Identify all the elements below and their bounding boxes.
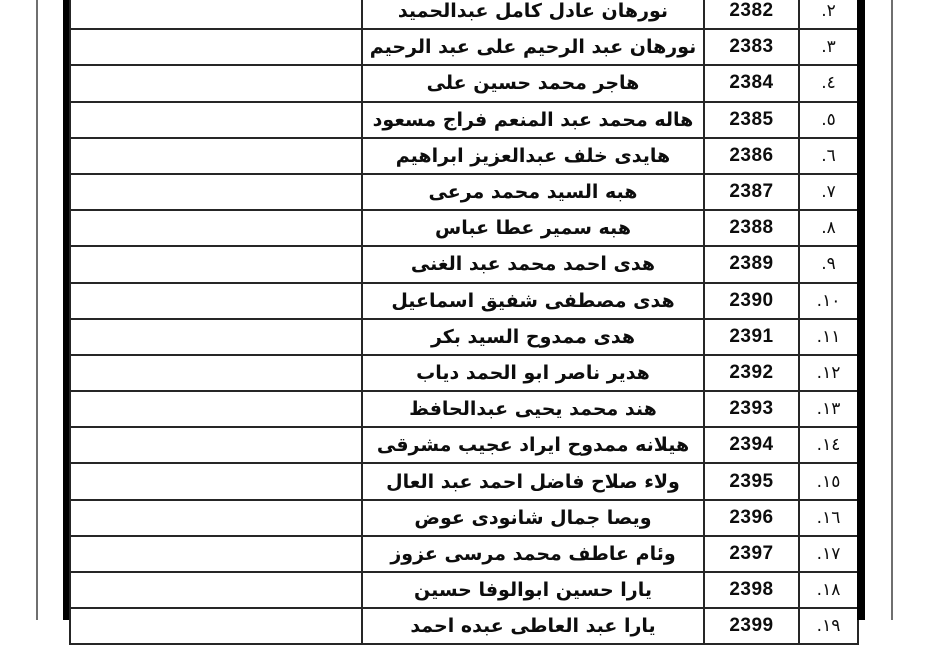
- serial-number-cell: .١٨: [799, 572, 858, 608]
- table-row: [70, 246, 858, 282]
- registration-number-cell: 2382: [704, 0, 799, 29]
- serial-number-cell: .٣: [799, 29, 858, 65]
- serial-number-cell: .٤: [799, 65, 858, 101]
- table-row: [70, 536, 858, 572]
- table-row: [70, 427, 858, 463]
- serial-number-cell: .٥: [799, 102, 858, 138]
- person-name-cell: هيلانه ممدوح ايراد عجيب مشرقى: [362, 427, 704, 463]
- registration-number-cell: 2397: [704, 536, 799, 572]
- empty-cell: [70, 355, 362, 391]
- table-row: [70, 319, 858, 355]
- person-name-cell: نورهان عبد الرحيم على عبد الرحيم: [362, 29, 704, 65]
- table-row: [70, 500, 858, 536]
- empty-cell: [70, 427, 362, 463]
- person-name-cell: هبه سمير عطا عباس: [362, 210, 704, 246]
- registration-number-cell: 2389: [704, 246, 799, 282]
- serial-number-cell: .١١: [799, 319, 858, 355]
- serial-number-cell: .١٧: [799, 536, 858, 572]
- person-name-cell: هدير ناصر ابو الحمد دياب: [362, 355, 704, 391]
- serial-number-cell: .١٦: [799, 500, 858, 536]
- table-row: [70, 355, 858, 391]
- table-row: [70, 572, 858, 608]
- person-name-cell: يارا عبد العاطى عبده احمد: [362, 608, 704, 644]
- person-name-cell: هدى احمد محمد عبد الغنى: [362, 246, 704, 282]
- table-row: [70, 29, 858, 65]
- person-name-cell: ويصا جمال شانودى عوض: [362, 500, 704, 536]
- empty-cell: [70, 0, 362, 29]
- serial-number-cell: .٦: [799, 138, 858, 174]
- roster-table-body: [70, 0, 858, 644]
- table-row: [70, 174, 858, 210]
- table-row: [70, 65, 858, 101]
- empty-cell: [70, 102, 362, 138]
- outer-border-line-right: [891, 0, 893, 620]
- empty-cell: [70, 391, 362, 427]
- registration-number-cell: 2391: [704, 319, 799, 355]
- serial-number-cell: .١٩: [799, 608, 858, 644]
- empty-cell: [70, 536, 362, 572]
- person-name-cell: ولاء صلاح فاضل احمد عبد العال: [362, 463, 704, 499]
- serial-number-cell: .٢: [799, 0, 858, 29]
- registration-number-cell: 2399: [704, 608, 799, 644]
- empty-cell: [70, 500, 362, 536]
- registration-number-cell: 2386: [704, 138, 799, 174]
- person-name-cell: هدى ممدوح السيد بكر: [362, 319, 704, 355]
- person-name-cell: هدى مصطفى شفيق اسماعيل: [362, 283, 704, 319]
- table-row: [70, 391, 858, 427]
- person-name-cell: وئام عاطف محمد مرسى عزوز: [362, 536, 704, 572]
- person-name-cell: هند محمد يحيى عبدالحافظ: [362, 391, 704, 427]
- registration-number-cell: 2390: [704, 283, 799, 319]
- serial-number-cell: .١٤: [799, 427, 858, 463]
- registration-number-cell: 2393: [704, 391, 799, 427]
- empty-cell: [70, 210, 362, 246]
- serial-number-cell: .١٠: [799, 283, 858, 319]
- serial-number-cell: .١٣: [799, 391, 858, 427]
- serial-number-cell: .٨: [799, 210, 858, 246]
- person-name-cell: هاجر محمد حسين على: [362, 65, 704, 101]
- registration-number-cell: 2395: [704, 463, 799, 499]
- registration-number-cell: 2398: [704, 572, 799, 608]
- registration-number-cell: 2384: [704, 65, 799, 101]
- empty-cell: [70, 283, 362, 319]
- table-row: [70, 283, 858, 319]
- person-name-cell: نورهان عادل كامل عبدالحميد: [362, 0, 704, 29]
- empty-cell: [70, 65, 362, 101]
- serial-number-cell: .١٢: [799, 355, 858, 391]
- serial-number-cell: .٩: [799, 246, 858, 282]
- outer-border-line-left: [36, 0, 38, 620]
- empty-cell: [70, 29, 362, 65]
- person-name-cell: هاله محمد عبد المنعم فراج مسعود: [362, 102, 704, 138]
- registration-number-cell: 2392: [704, 355, 799, 391]
- table-row: [70, 138, 858, 174]
- registration-number-cell: 2387: [704, 174, 799, 210]
- table-row: [70, 463, 858, 499]
- serial-number-cell: .٧: [799, 174, 858, 210]
- person-name-cell: يارا حسين ابوالوفا حسين: [362, 572, 704, 608]
- empty-cell: [70, 319, 362, 355]
- serial-number-cell: .١٥: [799, 463, 858, 499]
- table-row: [70, 210, 858, 246]
- registration-number-cell: 2385: [704, 102, 799, 138]
- roster-table: [69, 0, 859, 645]
- table-row: [70, 0, 858, 29]
- registration-number-cell: 2394: [704, 427, 799, 463]
- empty-cell: [70, 174, 362, 210]
- person-name-cell: هبه السيد محمد مرعى: [362, 174, 704, 210]
- registration-number-cell: 2396: [704, 500, 799, 536]
- empty-cell: [70, 138, 362, 174]
- table-row: [70, 608, 858, 644]
- table-frame-bar-right: [857, 0, 865, 620]
- empty-cell: [70, 572, 362, 608]
- empty-cell: [70, 246, 362, 282]
- registration-number-cell: 2383: [704, 29, 799, 65]
- empty-cell: [70, 463, 362, 499]
- person-name-cell: هايدى خلف عبدالعزيز ابراهيم: [362, 138, 704, 174]
- table-row: [70, 102, 858, 138]
- empty-cell: [70, 608, 362, 644]
- registration-number-cell: 2388: [704, 210, 799, 246]
